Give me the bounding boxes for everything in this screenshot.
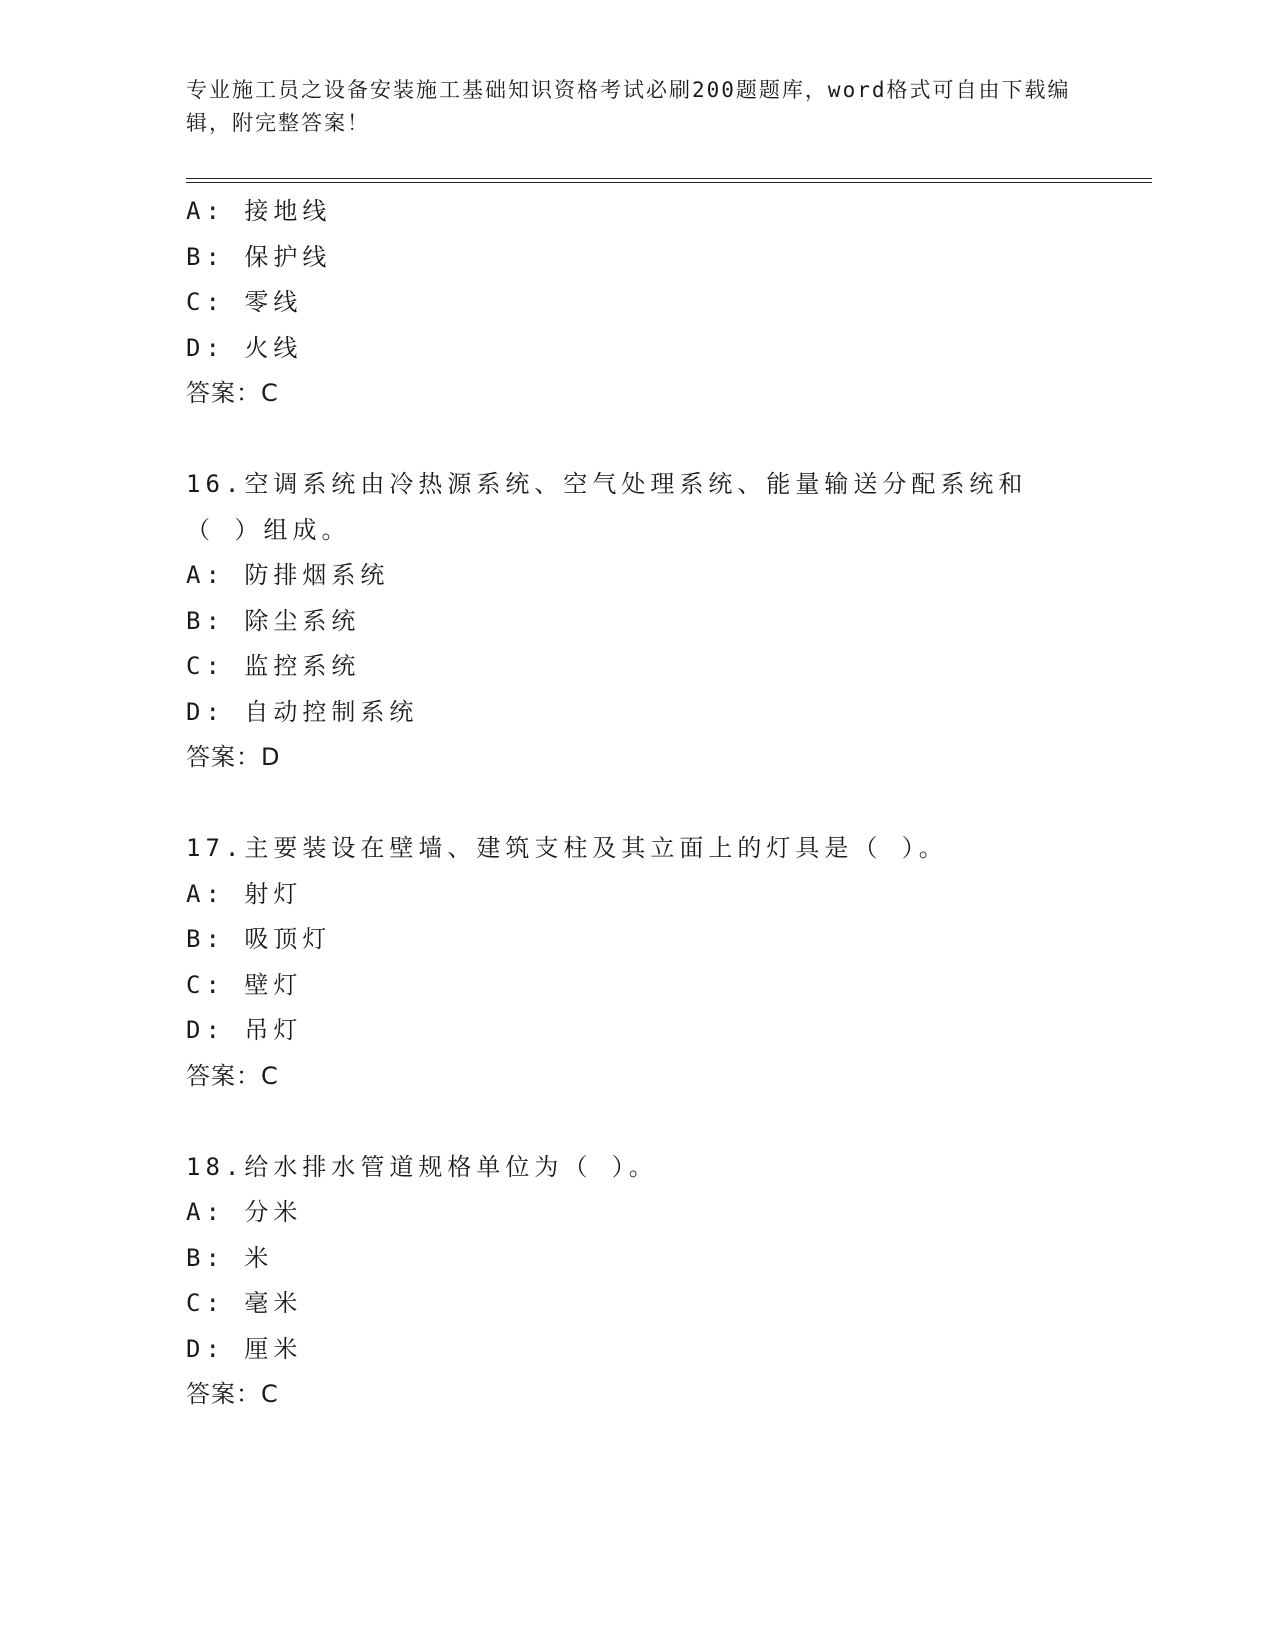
question-16	[186, 462, 1146, 781]
option-c: C: 壁灯	[186, 970, 303, 999]
header-divider	[186, 178, 1152, 183]
option-b: B: 米	[186, 1243, 274, 1272]
spacer	[186, 781, 1146, 827]
answer: 答案：C	[186, 379, 279, 407]
question-stem: 17.主要装设在壁墙、建筑支柱及其立面上的灯具是（ ）。	[186, 834, 948, 862]
option-a: A: 分米	[186, 1198, 303, 1226]
option-a: A: 防排烟系统	[186, 561, 390, 589]
answer: 答案：C	[186, 1061, 279, 1090]
question-18	[186, 1145, 1146, 1418]
option-c: C: 毫米	[186, 1289, 303, 1317]
answer: 答案：C	[186, 1380, 279, 1408]
question-17	[186, 826, 1146, 1099]
spacer	[186, 417, 1146, 463]
option-c: C: 零线	[186, 288, 303, 316]
option-d: D: 自动控制系统	[186, 697, 419, 726]
spacer	[186, 1099, 1146, 1145]
option-d: D: 吊灯	[186, 1016, 303, 1044]
answer: 答案：D	[186, 743, 281, 771]
option-c: C: 监控系统	[186, 652, 361, 680]
header-text: 专业施工员之设备安装施工基础知识资格考试必刷200题题库，word格式可自由下载编辑，附完整答案！	[186, 78, 1071, 135]
option-b: B: 保护线	[186, 242, 332, 271]
option-b: B: 吸顶灯	[186, 925, 332, 953]
option-a: A: 射灯	[186, 879, 303, 908]
question-stem: 18.给水排水管道规格单位为（ ）。	[186, 1152, 658, 1181]
question-list	[186, 189, 1146, 1418]
option-d: D: 厘米	[186, 1334, 303, 1363]
option-a: A: 接地线	[186, 197, 332, 225]
question-stem: 16.空调系统由冷热源系统、空气处理系统、能量输送分配系统和（ ）组成。	[186, 470, 1028, 544]
document-header	[186, 74, 1086, 140]
option-d: D: 火线	[186, 333, 303, 362]
option-b: B: 除尘系统	[186, 606, 361, 635]
question-15-continued	[186, 189, 1146, 417]
